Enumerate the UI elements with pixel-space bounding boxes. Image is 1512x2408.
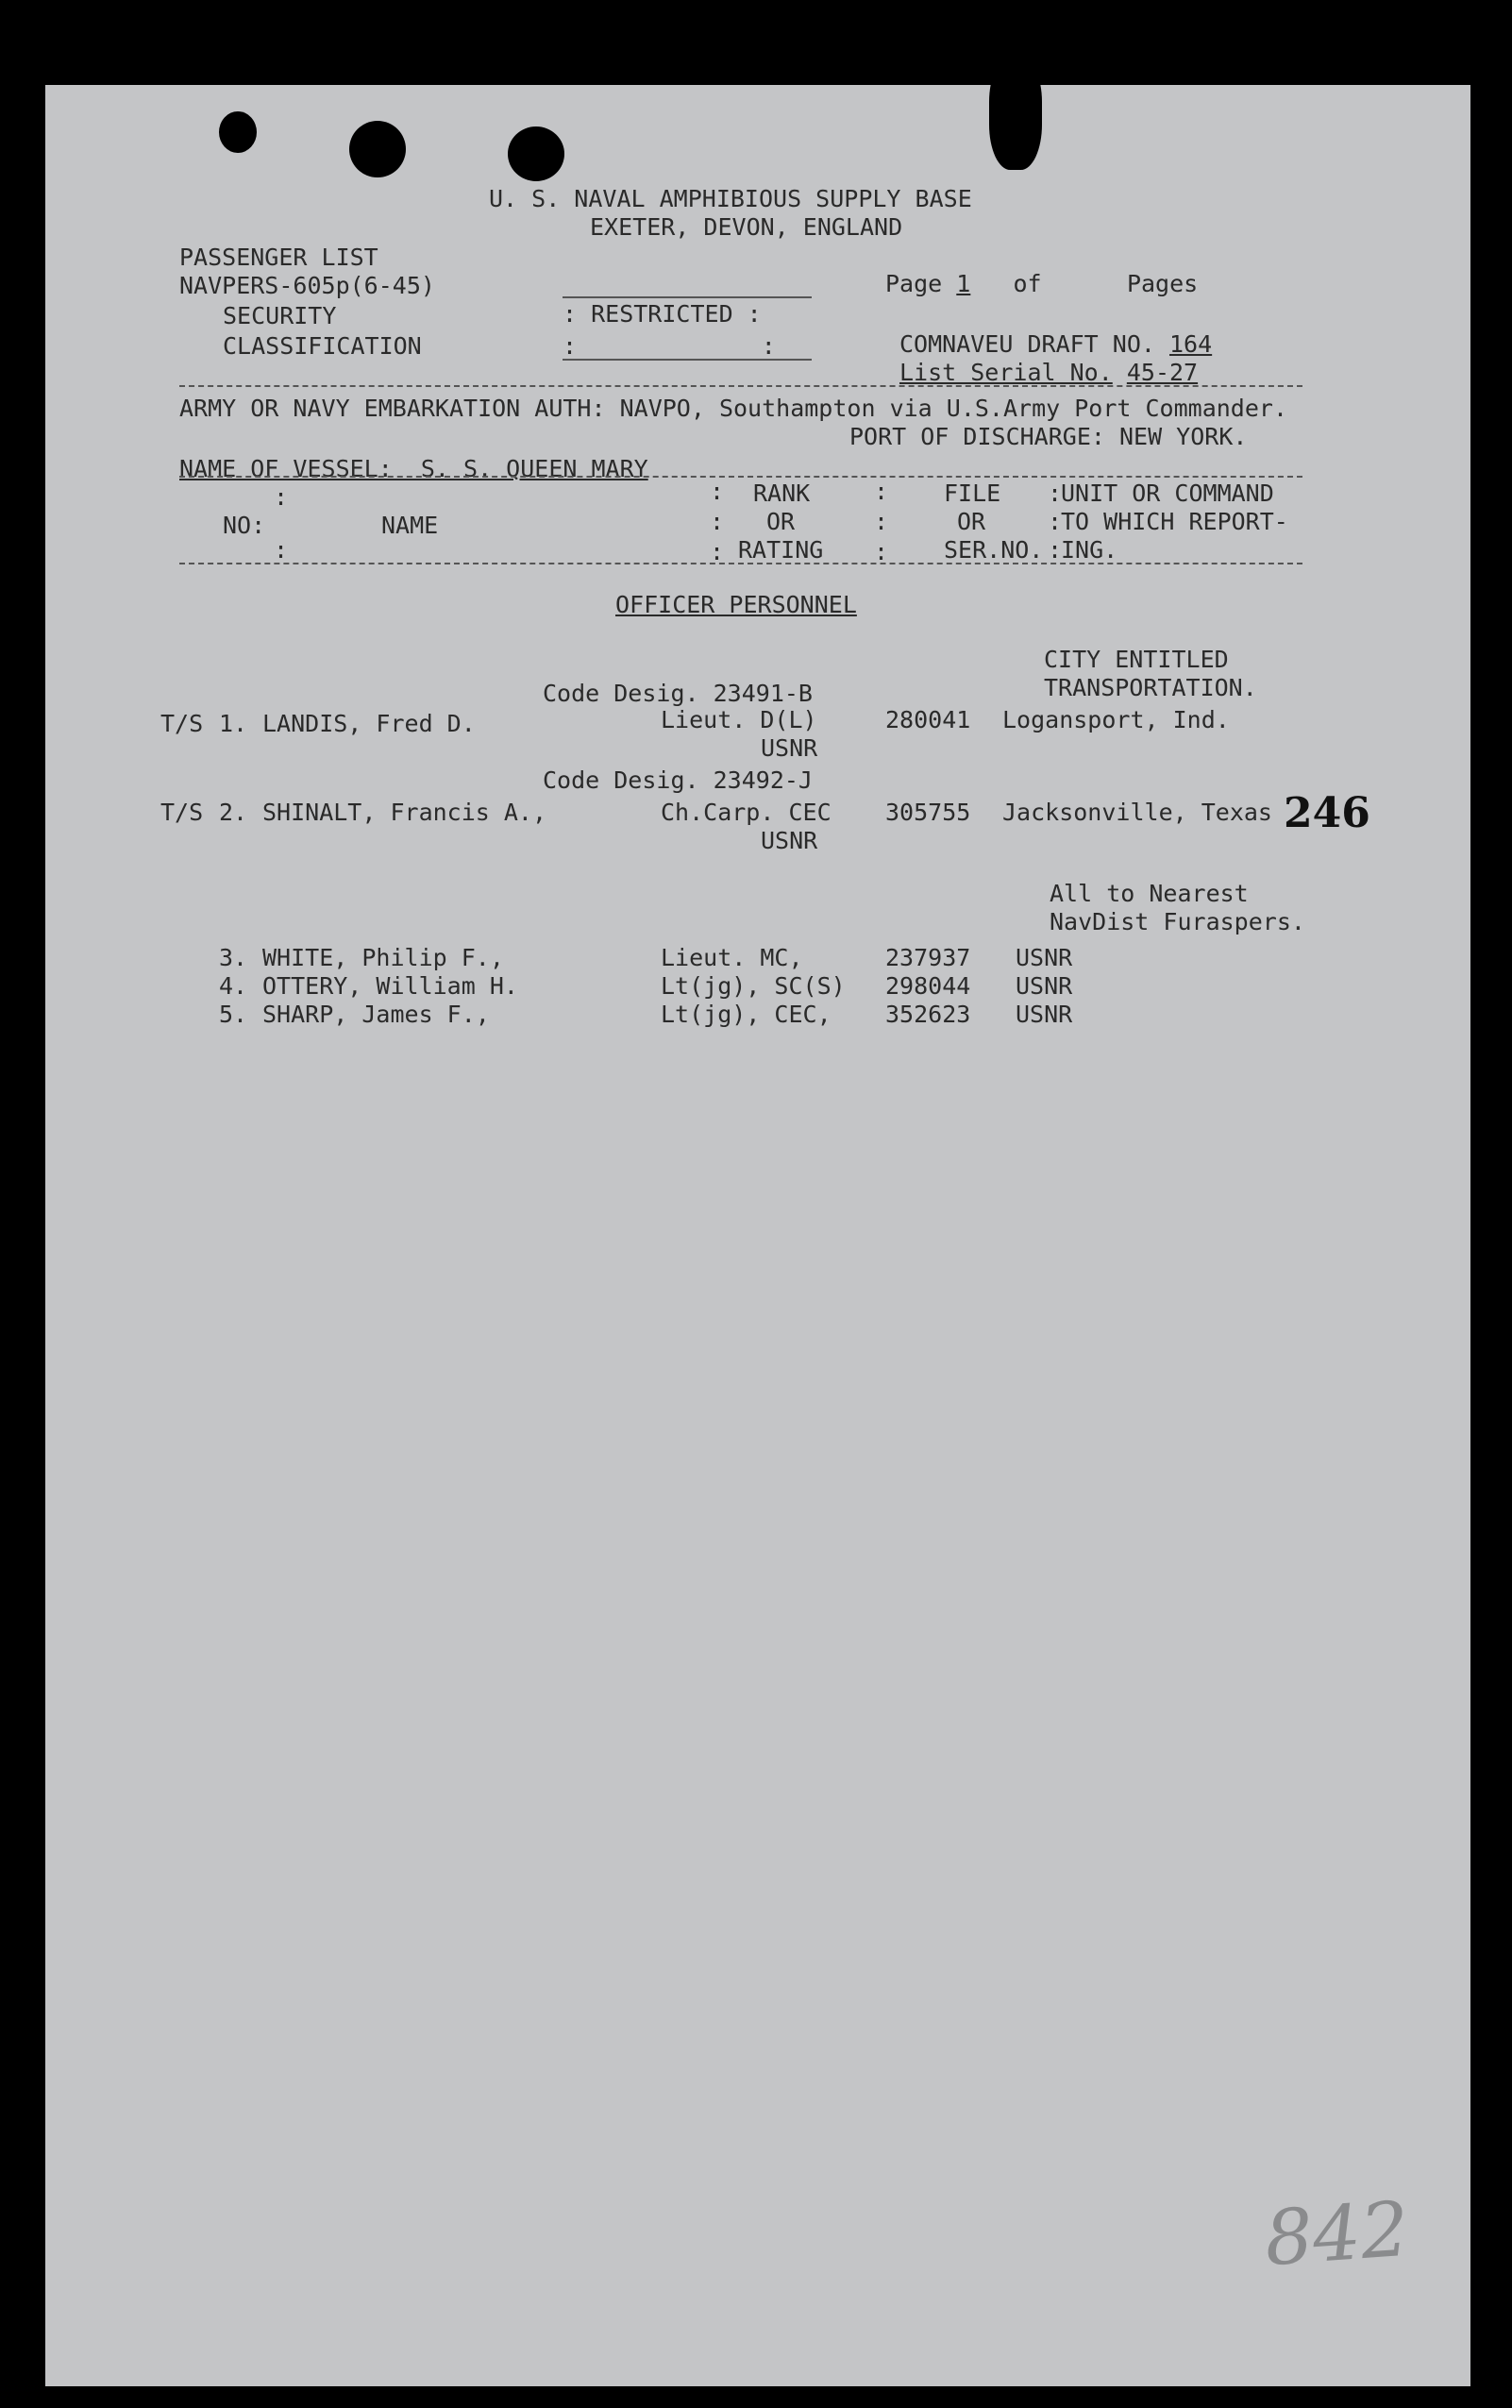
col-colon-1: : <box>274 483 289 511</box>
page-count: Page 1 of Pages <box>885 270 1199 297</box>
classification-top-rule <box>563 296 812 298</box>
col-unit-header-1: UNIT OR COMMAND <box>1061 480 1274 507</box>
col-rank-header-2: OR <box>766 508 796 535</box>
classification-label: CLASSIFICATION <box>223 332 422 360</box>
punch-hole <box>219 111 257 153</box>
entry-name: SHINALT, Francis A., <box>262 799 547 826</box>
col-file-header-1: FILE <box>944 480 1001 507</box>
group-entry-file: 352623 <box>885 1001 971 1028</box>
col-file-header-2: OR <box>957 508 986 535</box>
entry-file-number: 280041 <box>885 706 971 733</box>
header-line-1: U. S. NAVAL AMPHIBIOUS SUPPLY BASE <box>489 185 972 212</box>
col-colon-4: : <box>710 508 725 535</box>
col-colon-11: : <box>1048 536 1063 564</box>
classification-bottom-rule <box>563 359 812 361</box>
vessel-rule <box>179 476 1302 478</box>
entry-rank: Ch.Carp. CEC <box>661 799 832 826</box>
entry-code: Code Desig. 23491-B <box>543 680 813 707</box>
group-note-2: NavDist Furaspers. <box>1050 908 1305 935</box>
group-entry-number: 4. <box>219 972 248 1000</box>
col-colon-9: : <box>1048 480 1063 507</box>
entry-branch: USNR <box>761 734 818 762</box>
col-colon-10: : <box>1048 508 1063 535</box>
header-divider <box>179 385 1302 387</box>
punch-hole <box>989 57 1042 170</box>
group-entry-rank: Lt(jg), SC(S) <box>661 972 846 1000</box>
pencil-annotation: 842 <box>1261 2184 1412 2283</box>
header-line-2: EXETER, DEVON, ENGLAND <box>590 213 903 241</box>
document-page <box>45 85 1470 2386</box>
form-title: PASSENGER LIST <box>179 244 378 271</box>
draft-number: COMNAVEU DRAFT NO. 164 <box>899 330 1213 358</box>
punch-hole <box>349 121 406 177</box>
col-name-header: NAME <box>381 512 439 539</box>
col-file-header-3: SER.NO. <box>944 536 1044 564</box>
group-entry-file: 298044 <box>885 972 971 1000</box>
entry-number: 1. <box>219 710 248 737</box>
group-entry-file: 237937 <box>885 944 971 971</box>
entry-destination: Logansport, Ind. <box>1002 706 1230 733</box>
group-entry-unit: USNR <box>1016 1001 1073 1028</box>
col-colon-7: : <box>874 508 889 535</box>
section-title: OFFICER PERSONNEL <box>615 591 857 618</box>
col-unit-header-3: ING. <box>1061 536 1118 564</box>
group-entry-name: OTTERY, William H. <box>262 972 518 1000</box>
col-colon-8: : <box>874 538 889 565</box>
group-entry-name: WHITE, Philip F., <box>262 944 504 971</box>
col-colon-2: : <box>274 536 289 564</box>
city-heading-1: CITY ENTITLED <box>1044 646 1229 673</box>
entry-branch: USNR <box>761 827 818 854</box>
col-colon-6: : <box>874 478 889 505</box>
serial-number: List Serial No. 45-27 <box>899 359 1199 386</box>
column-header-rule <box>179 563 1302 564</box>
entry-number: 2. <box>219 799 248 826</box>
form-number: NAVPERS-605p(6-45) <box>179 272 435 299</box>
group-entry-number: 5. <box>219 1001 248 1028</box>
security-label: SECURITY <box>223 302 337 329</box>
entry-file-number: 305755 <box>885 799 971 826</box>
group-note-1: All to Nearest <box>1050 880 1249 907</box>
classification-blank: : : <box>563 332 776 360</box>
vessel-name: NAME OF VESSEL: S. S. QUEEN MARY <box>179 455 648 482</box>
group-entry-name: SHARP, James F., <box>262 1001 490 1028</box>
entry-name: LANDIS, Fred D. <box>262 710 476 737</box>
entry-prefix: T/S <box>160 710 204 737</box>
col-rank-header-1: RANK <box>753 480 811 507</box>
page-number: 1 <box>956 270 971 297</box>
entry-destination: Jacksonville, Texas <box>1002 799 1272 826</box>
col-no-header: NO: <box>223 512 266 539</box>
group-entry-unit: USNR <box>1016 972 1073 1000</box>
port-of-discharge: PORT OF DISCHARGE: NEW YORK. <box>849 423 1248 450</box>
group-entry-unit: USNR <box>1016 944 1073 971</box>
group-entry-rank: Lt(jg), CEC, <box>661 1001 832 1028</box>
stamped-number: 246 <box>1284 789 1370 837</box>
entry-code: Code Desig. 23492-J <box>543 766 813 794</box>
group-entry-number: 3. <box>219 944 248 971</box>
entry-prefix: T/S <box>160 799 204 826</box>
city-heading-2: TRANSPORTATION. <box>1044 674 1257 701</box>
col-rank-header-3: RATING <box>738 536 824 564</box>
embarkation-auth: ARMY OR NAVY EMBARKATION AUTH: NAVPO, Southampton via U.S.Army Port Commander. <box>179 395 1287 422</box>
classification-value: : RESTRICTED : <box>563 300 762 328</box>
entry-rank: Lieut. D(L) <box>661 706 817 733</box>
col-colon-3: : <box>710 478 725 505</box>
punch-hole <box>508 126 564 181</box>
group-entry-rank: Lieut. MC, <box>661 944 803 971</box>
col-colon-5: : <box>710 538 725 565</box>
col-unit-header-2: TO WHICH REPORT- <box>1061 508 1288 535</box>
